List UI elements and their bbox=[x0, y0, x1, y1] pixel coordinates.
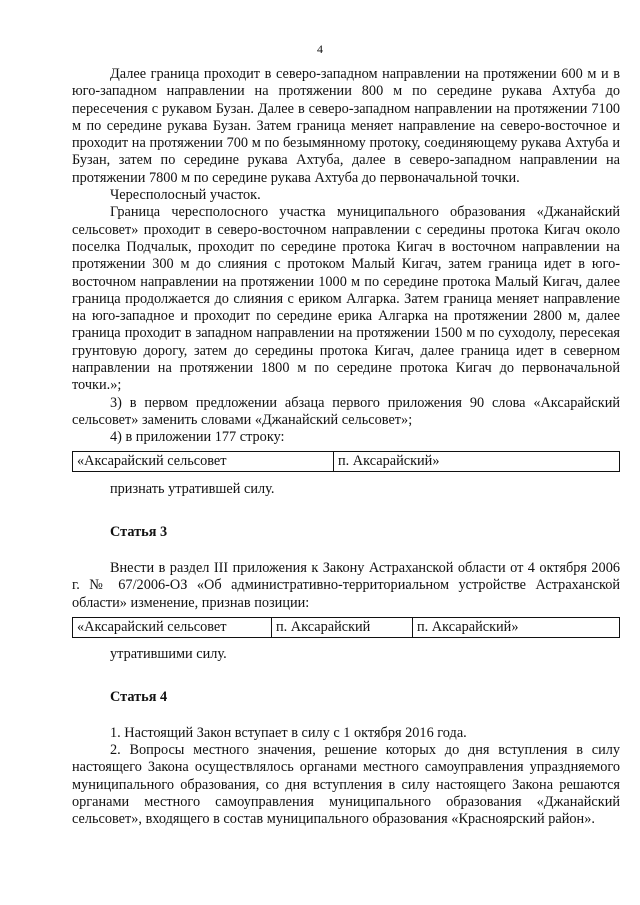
table-cell: «Аксарайский сельсовет bbox=[73, 451, 334, 471]
appendix-177-table bbox=[72, 451, 620, 472]
article-3-text: Внести в раздел III приложения к Закону Астраханской области от 4 октября 2006 г. № 67/2006-ОЗ «Об административно-территориальном устройстве Астраханской области» изменение, признав позиции: bbox=[72, 560, 620, 611]
article-3-heading: Статья 3 bbox=[110, 523, 168, 540]
table1-note: признать утратившей силу. bbox=[110, 480, 275, 497]
document-body bbox=[72, 66, 620, 828]
table2-note: утратившими силу. bbox=[110, 646, 227, 663]
table-row bbox=[73, 451, 620, 471]
table-cell: п. Аксарайский» bbox=[334, 451, 620, 471]
table-cell: п. Аксарайский» bbox=[413, 618, 620, 638]
amendment-item-3: 3) в первом предложении абзаца первого приложения 90 слова «Аксарайский сельсовет» заменить словами «Джанайский сельсовет»; bbox=[72, 394, 620, 428]
article-4-heading: Статья 4 bbox=[110, 689, 168, 706]
table-row bbox=[73, 618, 620, 638]
article-4-item-1: 1. Настоящий Закон вступает в силу с 1 октября 2016 года. bbox=[110, 724, 467, 741]
table-cell: п. Аксарайский bbox=[272, 618, 413, 638]
section-title: Чересполосный участок. bbox=[110, 187, 261, 204]
section-iii-table bbox=[72, 617, 620, 638]
boundary-paragraph: Далее граница проходит в северо-западном направлении на протяжении 600 м и в юго-западном направлении на протяжении 800 м по середине рукава Ахтуба до пересечения с рукавом Бузан. Далее в северо-западном направлении на протяжении 7100 м по середине рукава Бузан. Затем граница меняет направление на северо-восточное и проходит на протяжении 700 м по безымянному протоку, соединяющему рукава Ахтуба и Бузан, затем по середине рукава Ахтуба, далее в северо-западном направлении на протяжении 7800 м по середине рукава Ахтуба до первоначальной точки. bbox=[72, 66, 620, 186]
page-number: 4 bbox=[317, 42, 323, 56]
section-paragraph: Граница чересполосного участка муниципального образования «Джанайский сельсовет» проходит в северо-восточном направлении с середины протока Кигач около поселка Подчалык, проходит по середине протока Кигач в восточном направлении на протяжении 300 м до слияния с протоком Малый Кигач, затем граница идет в юго-восточном направлении на протяжении 1000 м по середине протока Малый Кигач, далее граница продолжается до слияния с ериком Алгарка. Затем граница меняет направление на юго-западное и проходит по середине ерика Алгарка на протяжении 2800 м, далее граница проходит в западном направлении на протяжении 1500 м по суходолу, пересекая грунтовую дорогу, затем до середины протока Кигач, далее граница идет в северном направлении на протяжении 1800 м по середине протока Кигач до первоначальной точки.»; bbox=[72, 204, 620, 394]
table-cell: «Аксарайский сельсовет bbox=[73, 618, 272, 638]
article-4-item-2: 2. Вопросы местного значения, решение которых до дня вступления в силу настоящего Закона осуществлялось органами местного самоуправления упраздняемого муниципального образования, со дня вступления в силу настоящего Закона решаются органами местного самоуправления муниципального образования «Джанайский сельсовет», входящего в состав муниципального образования «Красноярский район». bbox=[72, 741, 620, 828]
amendment-item-4: 4) в приложении 177 строку: bbox=[110, 429, 285, 446]
